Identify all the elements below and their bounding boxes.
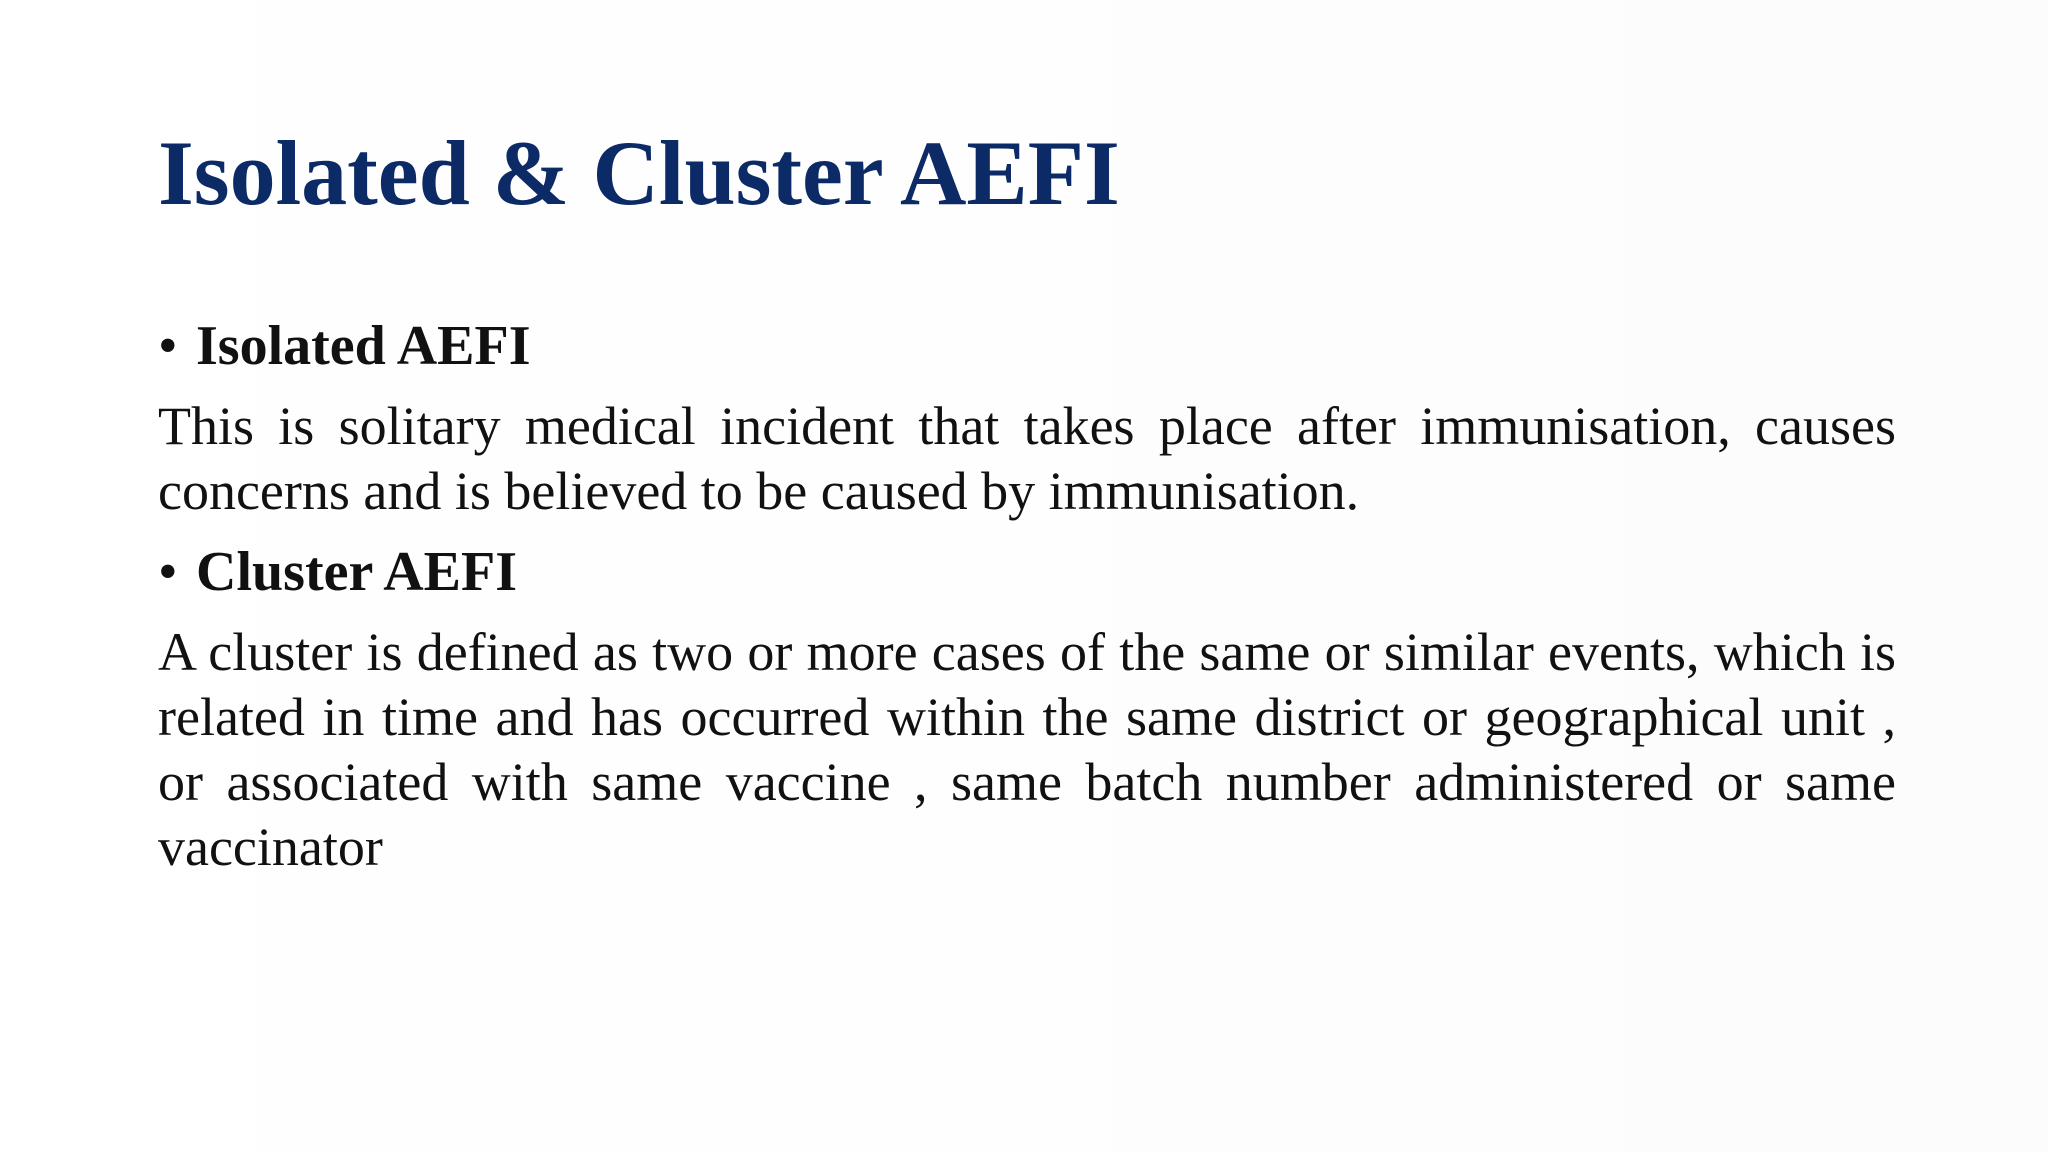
- slide-content: [158, 312, 1896, 894]
- bullet-cluster-aefi: [158, 538, 1896, 606]
- bullet-icon: •: [158, 315, 178, 377]
- slide-title: Isolated & Cluster AEFI: [158, 122, 1120, 224]
- bullet-isolated-aefi: [158, 312, 1896, 380]
- bullet-heading: Isolated AEFI: [196, 315, 531, 377]
- bullet-heading: Cluster AEFI: [196, 541, 517, 603]
- paragraph-cluster-aefi: A cluster is defined as two or more cases of the same or similar events, which is related in time and has occurred within the same district or geographical unit , or associated with same vaccine , same batch number administered or same vaccinator: [158, 622, 1896, 877]
- bullet-icon: •: [158, 541, 178, 603]
- paragraph-isolated-aefi: This is solitary medical incident that takes place after immunisation, causes concerns and is believed to be caused by immunisation.: [158, 396, 1896, 521]
